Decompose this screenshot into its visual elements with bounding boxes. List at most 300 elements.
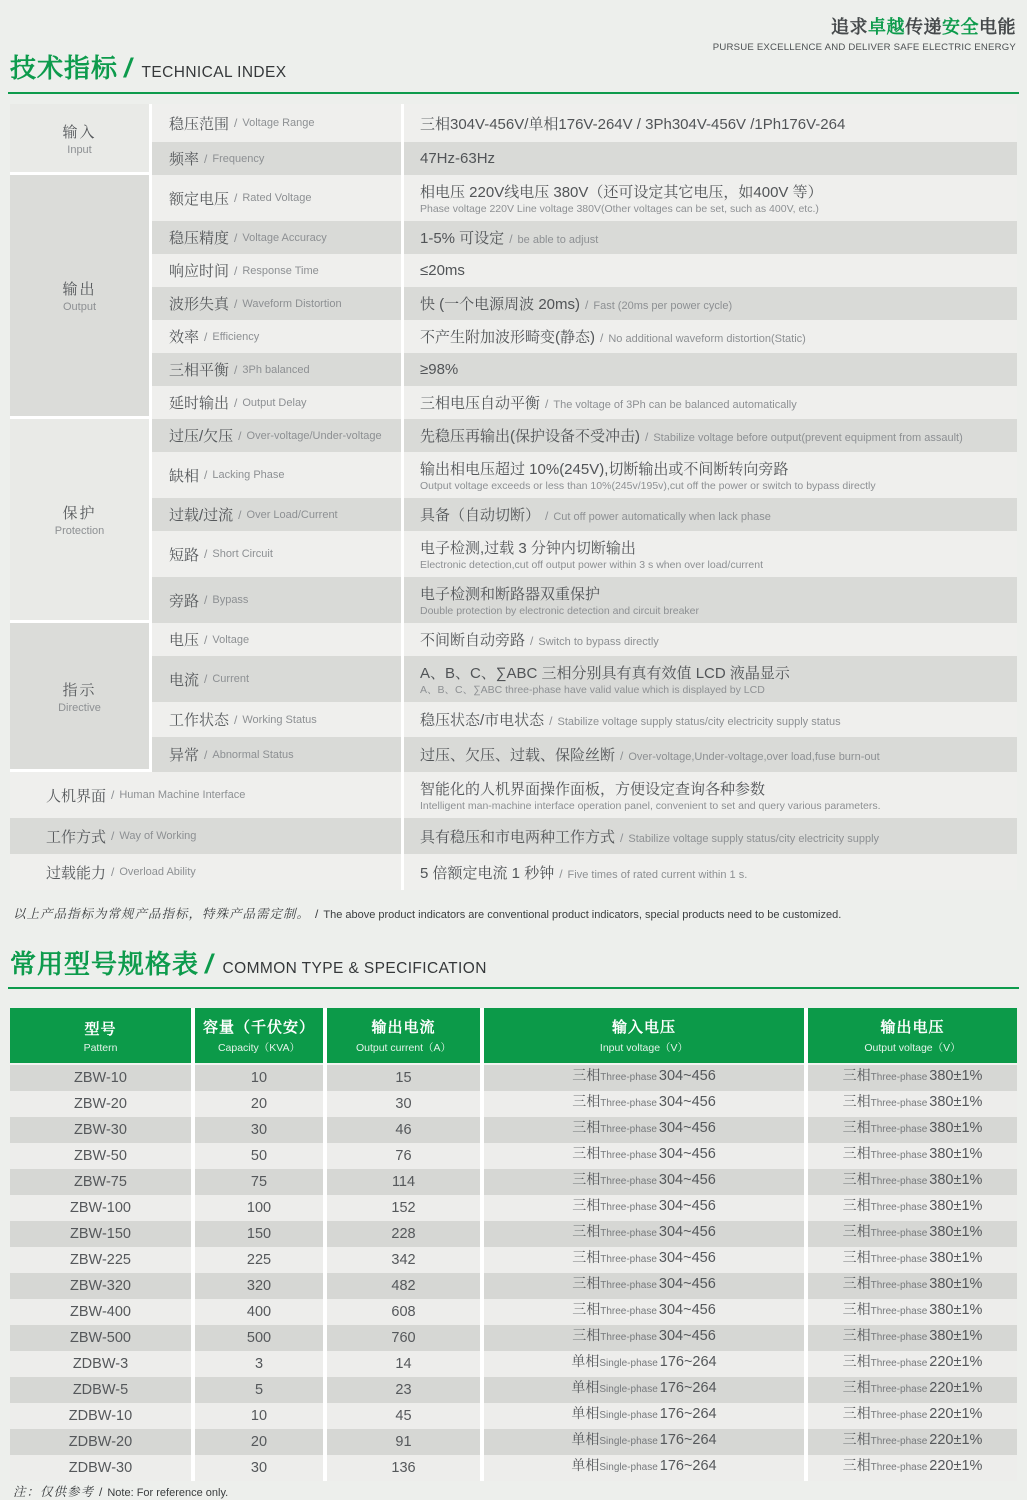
value-en: No additional waveform distortion(Static): [608, 333, 806, 345]
phase-cn: 三相: [842, 1379, 871, 1395]
tech-value-cell: [404, 175, 1017, 221]
phase-cn: 三相: [572, 1067, 601, 1083]
phase-cn: 三相: [842, 1197, 871, 1213]
spec-header-cell: [327, 1008, 480, 1065]
value-cn: 先稳压再输出(保护设备不受冲击): [420, 428, 640, 445]
value-sep: /: [509, 232, 513, 246]
voltage-range: 304~456: [658, 1250, 716, 1266]
param-label-sep: /: [111, 829, 115, 843]
spec-cell-capacity: 320: [195, 1273, 323, 1299]
spec-cell-model: ZDBW-5: [10, 1377, 191, 1403]
phase-cn: 单相: [571, 1431, 600, 1447]
value-cn: 具有稳压和市电两种工作方式: [420, 828, 616, 846]
param-label-en: Over-voltage/Under-voltage: [246, 429, 382, 442]
param-label-en: Frequency: [212, 152, 265, 165]
tech-param-cell: [152, 656, 401, 702]
voltage-range: 304~456: [658, 1302, 716, 1318]
value-cn: 不间断自动旁路: [420, 632, 526, 649]
phase-en: Three-phase: [870, 1384, 928, 1395]
technical-index-table: [10, 104, 1017, 890]
phase-en: Three-phase: [870, 1254, 928, 1265]
value-en: Stabilize voltage supply status/city electricity supply: [628, 832, 880, 845]
phase-cn: 三相: [842, 1353, 871, 1369]
param-label-cn: 旁路: [169, 592, 200, 610]
spec-cell-capacity: 225: [195, 1247, 323, 1273]
value-en: Intelligent man-machine interface operation panel, convenient to set and query various parameters.: [420, 799, 881, 812]
tech-note-sep: /: [315, 907, 319, 921]
value-en: The voltage of 3Ph can be balanced automatically: [553, 399, 797, 411]
spec-cell-output-voltage: [808, 1455, 1017, 1481]
brand-tagline: [713, 13, 1016, 53]
param-label-cn: 三相平衡: [169, 362, 230, 379]
spec-cell-capacity: 500: [195, 1325, 323, 1351]
phase-cn: 三相: [572, 1171, 601, 1187]
phase-en: Single-phase: [599, 1384, 658, 1395]
tech-param-cell: [152, 175, 401, 221]
spec-header-cell: [195, 1008, 323, 1065]
param-label-sep: /: [234, 230, 238, 245]
param-label-en: Way of Working: [119, 830, 197, 842]
value-cn: A、B、C、∑ABC 三相分别具有真有效值 LCD 液晶显示: [420, 664, 790, 682]
tech-value-cell: [404, 702, 1017, 737]
param-label-sep: /: [234, 362, 238, 377]
spec-cell-current: 152: [327, 1195, 480, 1221]
value-line: [420, 504, 1009, 525]
spec-header-en: Pattern: [83, 1041, 118, 1054]
spec-cell-output-voltage: [808, 1273, 1017, 1299]
voltage-value: 220±1%: [929, 1380, 983, 1396]
spec-cell-model: ZBW-10: [10, 1065, 191, 1091]
category-name-en: Protection: [54, 525, 105, 537]
param-label-en: Voltage: [212, 633, 250, 646]
tech-category-cell: [10, 104, 149, 175]
tech-value-cell: [404, 353, 1017, 386]
section1-title-en: TECHNICAL INDEX: [141, 64, 287, 81]
spec-cell-model: ZBW-500: [10, 1325, 191, 1351]
spec-cell-output-voltage: [808, 1247, 1017, 1273]
value-en: Stabilize voltage before output(prevent equipment from assault): [653, 432, 963, 444]
voltage-range: 304~456: [658, 1068, 716, 1084]
spec-cell-model: ZBW-75: [10, 1169, 191, 1195]
param-label-en: Short Circuit: [212, 548, 273, 560]
phase-en: Three-phase: [870, 1410, 928, 1421]
tech-value-cell: [404, 737, 1017, 772]
value-cn: 具备（自动切断）: [420, 507, 541, 524]
spec-cell-output-voltage: [808, 1091, 1017, 1117]
value-cn: 三相304V-456V/单相176V-264V / 3Ph304V-456V /1Ph176V-264: [420, 115, 846, 133]
spec-cell-input-voltage: [484, 1065, 804, 1091]
value-line: [420, 113, 1009, 134]
phase-en: Three-phase: [600, 1280, 657, 1291]
spec-header-cn: 输出电流: [371, 1019, 436, 1036]
spec-header-cn: 输出电压: [880, 1019, 945, 1036]
phase-cn: 三相: [842, 1301, 871, 1317]
value-en: Over-voltage,Under-voltage,over load,fuse burn-out: [628, 751, 880, 763]
tech-param-cell: [152, 577, 401, 623]
spec-header-cell: [10, 1008, 191, 1065]
phase-en: Three-phase: [870, 1124, 928, 1135]
tech-param-cell: [152, 498, 401, 531]
category-name-en: Directive: [58, 701, 101, 714]
spec-cell-current: 342: [327, 1247, 480, 1273]
value-sep: /: [645, 430, 649, 444]
tech-category-cell: [10, 419, 149, 623]
param-label-en: Current: [212, 673, 250, 685]
spec-cell-input-voltage: [484, 1143, 804, 1169]
section1-title-cn: 技术指标: [10, 53, 119, 83]
param-label-sep: /: [204, 632, 208, 647]
spec-cell-input-voltage: [484, 1351, 804, 1377]
param-label-cn: 工作状态: [169, 712, 230, 729]
param-label-en: Output Delay: [242, 396, 307, 409]
spec-cell-model: ZDBW-20: [10, 1429, 191, 1455]
spec-header-en: Input voltage（V）: [599, 1042, 689, 1054]
spec-cell-model: ZBW-30: [10, 1117, 191, 1143]
param-label-sep: /: [234, 191, 238, 205]
green-divider-1: [8, 92, 1019, 94]
spec-cell-current: 45: [327, 1403, 480, 1429]
value-cn: 过压、欠压、过载、保险丝断: [420, 747, 616, 764]
spec-cell-input-voltage: [484, 1221, 804, 1247]
param-label-sep: /: [204, 593, 208, 607]
phase-en: Three-phase: [600, 1176, 657, 1187]
spec-cell-model: ZBW-20: [10, 1091, 191, 1117]
voltage-value: 220±1%: [929, 1354, 983, 1370]
spec-cell-capacity: 20: [195, 1429, 323, 1455]
param-label-en: Waveform Distortion: [242, 297, 342, 310]
spec-header-cell: [484, 1008, 804, 1065]
spec-header-cn: 输入电压: [611, 1019, 676, 1036]
voltage-value: 380±1%: [929, 1172, 983, 1188]
voltage-range: 304~456: [658, 1224, 716, 1240]
spec-cell-input-voltage: [484, 1169, 804, 1195]
phase-en: Three-phase: [870, 1306, 928, 1317]
spec-header-en: Capacity（KVA）: [217, 1042, 301, 1054]
value-sep: /: [545, 397, 549, 411]
spec-cell-current: 30: [327, 1091, 480, 1117]
phase-en: Three-phase: [600, 1306, 657, 1317]
tech-param-cell: [152, 531, 401, 577]
phase-en: Single-phase: [599, 1410, 658, 1421]
param-label-cn: 过载/过流: [169, 507, 234, 524]
reference-note-sep: /: [99, 1485, 103, 1499]
value-cn: 电子检测和断路器双重保护: [420, 585, 601, 603]
voltage-value: 220±1%: [929, 1406, 983, 1422]
value-line: [420, 629, 1009, 650]
phase-en: Three-phase: [870, 1098, 928, 1109]
spec-cell-input-voltage: [484, 1403, 804, 1429]
value-sep: /: [620, 749, 624, 763]
phase-en: Single-phase: [599, 1462, 658, 1473]
spec-cell-capacity: 400: [195, 1299, 323, 1325]
category-name-cn: 保护: [62, 505, 97, 522]
phase-en: Three-phase: [870, 1462, 928, 1473]
tech-value-cell: [404, 577, 1017, 623]
spec-cell-capacity: 75: [195, 1169, 323, 1195]
voltage-value: 380±1%: [929, 1328, 983, 1344]
phase-cn: 三相: [842, 1327, 871, 1343]
phase-cn: 三相: [842, 1249, 871, 1265]
param-label-cn: 过载能力: [46, 864, 107, 882]
phase-cn: 三相: [572, 1197, 601, 1213]
voltage-value: 220±1%: [929, 1432, 983, 1448]
tech-category-cell: [10, 175, 149, 419]
section-title-common-type: [10, 944, 487, 981]
tagline-segment: 安全: [942, 17, 979, 37]
value-cn: 不产生附加波形畸变(静态): [420, 329, 595, 346]
tech-value-cell: [404, 623, 1017, 656]
tech-value-cell: [404, 452, 1017, 498]
param-label-en: Bypass: [212, 594, 249, 606]
spec-header-en: Output current（A）: [355, 1042, 452, 1054]
param-label-cn: 工作方式: [46, 828, 107, 846]
spec-header-cn: 型号: [84, 1020, 117, 1038]
tagline-segment: 电能: [979, 17, 1016, 37]
tech-param-cell: [152, 452, 401, 498]
phase-en: Three-phase: [600, 1150, 657, 1161]
phase-en: Three-phase: [600, 1072, 657, 1083]
phase-cn: 三相: [842, 1405, 871, 1421]
spec-cell-input-voltage: [484, 1299, 804, 1325]
spec-cell-input-voltage: [484, 1247, 804, 1273]
value-cn: 稳压状态/市电状态: [420, 712, 545, 729]
value-en: Cut off power automatically when lack phase: [553, 511, 771, 523]
common-type-specification-table: [10, 1008, 1017, 1481]
tech-value-cell: [404, 142, 1017, 175]
tech-note-en: The above product indicators are conventional product indicators, special products need to be customized.: [323, 909, 842, 921]
tech-value-cell: [404, 419, 1017, 452]
param-label-en: Efficiency: [212, 330, 260, 343]
voltage-range: 304~456: [658, 1146, 716, 1162]
spec-cell-model: ZBW-100: [10, 1195, 191, 1221]
value-cn: 相电压 220V线电压 380V（还可设定其它电压，如400V 等）: [420, 183, 823, 201]
spec-cell-capacity: 10: [195, 1065, 323, 1091]
value-line: [420, 709, 1009, 730]
spec-cell-input-voltage: [484, 1429, 804, 1455]
spec-cell-input-voltage: [484, 1195, 804, 1221]
spec-cell-current: 482: [327, 1273, 480, 1299]
spec-cell-current: 760: [327, 1325, 480, 1351]
value-en: Double protection by electronic detection and circuit breaker: [420, 604, 699, 617]
param-label-en: Rated Voltage: [242, 192, 312, 204]
value-line: [420, 392, 1009, 413]
tech-value-cell: [404, 386, 1017, 419]
value-line: [420, 425, 1009, 446]
spec-header-cell: [808, 1008, 1017, 1065]
phase-cn: 三相: [842, 1119, 871, 1135]
param-label-sep: /: [204, 547, 208, 561]
value-en: Stabilize voltage supply status/city electricity supply status: [557, 716, 841, 728]
spec-cell-output-voltage: [808, 1429, 1017, 1455]
param-label-cn: 频率: [169, 151, 200, 168]
category-name-cn: 指示: [62, 681, 97, 699]
param-label-en: 3Ph balanced: [242, 363, 310, 376]
tech-param-cell: [152, 623, 401, 656]
phase-cn: 三相: [572, 1145, 601, 1161]
tech-param-cell: [152, 737, 401, 772]
tagline-segment: 传递: [905, 17, 942, 37]
phase-en: Three-phase: [600, 1228, 657, 1239]
spec-cell-capacity: 20: [195, 1091, 323, 1117]
phase-cn: 三相: [572, 1119, 601, 1135]
phase-cn: 三相: [842, 1067, 871, 1083]
param-label-cn: 稳压精度: [169, 230, 230, 247]
param-label-sep: /: [234, 712, 238, 727]
value-cn: 5 倍额定电流 1 秒钟: [420, 864, 555, 882]
spec-cell-input-voltage: [484, 1117, 804, 1143]
spec-header-en: Output voltage（V）: [864, 1042, 961, 1054]
voltage-range: 304~456: [658, 1172, 716, 1188]
value-cn: 智能化的人机界面操作面板，方便设定查询各种参数: [420, 780, 766, 798]
value-cn: ≤20ms: [420, 262, 465, 279]
spec-cell-input-voltage: [484, 1325, 804, 1351]
spec-cell-current: 76: [327, 1143, 480, 1169]
phase-cn: 三相: [572, 1327, 601, 1343]
value-en: Electronic detection,cut off output power within 3 s when over load/current: [420, 558, 763, 571]
phase-cn: 三相: [842, 1223, 871, 1239]
value-cn: 三相电压自动平衡: [420, 395, 541, 412]
voltage-value: 380±1%: [929, 1224, 983, 1240]
spec-cell-capacity: 30: [195, 1117, 323, 1143]
spec-cell-capacity: 10: [195, 1403, 323, 1429]
voltage-value: 380±1%: [929, 1198, 983, 1214]
value-line: [420, 150, 1009, 167]
voltage-range: 304~456: [658, 1276, 716, 1292]
param-label-en: Overload Ability: [119, 866, 196, 878]
category-name-cn: 输入: [62, 123, 97, 141]
spec-cell-capacity: 50: [195, 1143, 323, 1169]
tech-param-cell: [10, 854, 401, 890]
param-label-en: Human Machine Interface: [119, 789, 246, 801]
tagline-chinese: [713, 13, 1016, 39]
param-label-sep: /: [111, 788, 115, 802]
value-cn: 输出相电压超过 10%(245V),切断输出或不间断转向旁路: [420, 460, 789, 478]
voltage-range: 176~264: [659, 1354, 717, 1370]
spec-cell-output-voltage: [808, 1117, 1017, 1143]
param-label-cn: 电流: [169, 671, 200, 689]
spec-cell-output-voltage: [808, 1221, 1017, 1247]
section-title-technical-index: [10, 48, 286, 85]
spec-cell-current: 228: [327, 1221, 480, 1247]
voltage-value: 380±1%: [929, 1302, 983, 1318]
spec-cell-capacity: 100: [195, 1195, 323, 1221]
spec-cell-model: ZBW-400: [10, 1299, 191, 1325]
voltage-range: 176~264: [659, 1432, 717, 1448]
tech-param-cell: [152, 221, 401, 254]
param-label-cn: 波形失真: [169, 296, 230, 313]
phase-cn: 三相: [572, 1275, 601, 1291]
param-label-cn: 稳压范围: [169, 115, 230, 133]
spec-cell-input-voltage: [484, 1455, 804, 1481]
phase-en: Three-phase: [870, 1202, 928, 1213]
param-label-en: Over Load/Current: [246, 508, 338, 521]
value-line: [420, 744, 1009, 765]
param-label-cn: 延时输出: [169, 395, 230, 412]
value-line: [420, 293, 1009, 314]
spec-cell-output-voltage: [808, 1351, 1017, 1377]
category-name-en: Output: [62, 301, 97, 313]
param-label-sep: /: [204, 672, 208, 686]
voltage-range: 304~456: [658, 1094, 716, 1110]
phase-cn: 三相: [572, 1249, 601, 1265]
tech-value-cell: [404, 772, 1017, 818]
param-label-sep: /: [238, 428, 242, 443]
phase-en: Three-phase: [600, 1332, 657, 1343]
phase-cn: 三相: [842, 1145, 871, 1161]
spec-cell-model: ZBW-320: [10, 1273, 191, 1299]
value-en: Fast (20ms per power cycle): [593, 300, 733, 312]
tech-param-cell: [152, 353, 401, 386]
phase-en: Single-phase: [599, 1436, 658, 1447]
value-cn: 1-5% 可设定: [420, 230, 505, 247]
spec-cell-model: ZDBW-3: [10, 1351, 191, 1377]
spec-cell-output-voltage: [808, 1377, 1017, 1403]
phase-en: Three-phase: [870, 1150, 928, 1161]
param-label-sep: /: [234, 263, 238, 278]
value-cn: 快 (一个电源周波 20ms): [420, 296, 581, 313]
spec-cell-output-voltage: [808, 1325, 1017, 1351]
tech-value-cell: [404, 498, 1017, 531]
phase-cn: 三相: [842, 1093, 871, 1109]
tech-value-cell: [404, 254, 1017, 287]
value-sep: /: [530, 634, 534, 648]
tech-param-cell: [152, 419, 401, 452]
param-label-sep: /: [234, 116, 238, 130]
tech-param-cell: [152, 104, 401, 142]
voltage-value: 380±1%: [929, 1068, 983, 1084]
param-label-cn: 响应时间: [169, 263, 230, 280]
phase-cn: 单相: [571, 1353, 600, 1369]
value-sep: /: [559, 866, 563, 881]
param-label-en: Abnormal Status: [212, 748, 294, 761]
value-en: Switch to bypass directly: [538, 636, 659, 648]
tech-value-cell: [404, 221, 1017, 254]
value-line: [420, 826, 1009, 847]
tech-param-cell: [152, 320, 401, 353]
tech-param-cell: [152, 702, 401, 737]
phase-en: Three-phase: [600, 1124, 657, 1135]
tagline-english: PURSUE EXCELLENCE AND DELIVER SAFE ELECTRIC ENERGY: [712, 42, 1016, 53]
spec-cell-model: ZBW-50: [10, 1143, 191, 1169]
spec-cell-current: 15: [327, 1065, 480, 1091]
param-label-cn: 电压: [169, 632, 200, 649]
voltage-value: 380±1%: [929, 1146, 983, 1162]
voltage-range: 176~264: [659, 1458, 717, 1474]
spec-cell-capacity: 30: [195, 1455, 323, 1481]
reference-note-en: Note: For reference only.: [107, 1487, 229, 1499]
spec-cell-current: 14: [327, 1351, 480, 1377]
phase-en: Three-phase: [600, 1098, 657, 1109]
tech-value-cell: [404, 854, 1017, 890]
param-label-sep: /: [234, 395, 238, 410]
param-label-sep: /: [204, 468, 208, 482]
value-line: [420, 262, 1009, 279]
value-line: [420, 361, 1009, 378]
phase-en: Three-phase: [870, 1358, 928, 1369]
value-cn: ≥98%: [420, 361, 459, 378]
spec-cell-input-voltage: [484, 1091, 804, 1117]
phase-cn: 三相: [842, 1275, 871, 1291]
tech-param-cell: [10, 772, 401, 818]
param-label-sep: /: [111, 865, 115, 879]
value-en: Output voltage exceeds or less than 10%(245v/195v),cut off the power or switch to bypass directly: [420, 479, 876, 492]
value-sep: /: [585, 298, 589, 312]
tech-param-cell: [152, 287, 401, 320]
spec-cell-capacity: 5: [195, 1377, 323, 1403]
param-label-sep: /: [204, 151, 208, 166]
spec-cell-output-voltage: [808, 1065, 1017, 1091]
phase-en: Three-phase: [600, 1254, 657, 1265]
